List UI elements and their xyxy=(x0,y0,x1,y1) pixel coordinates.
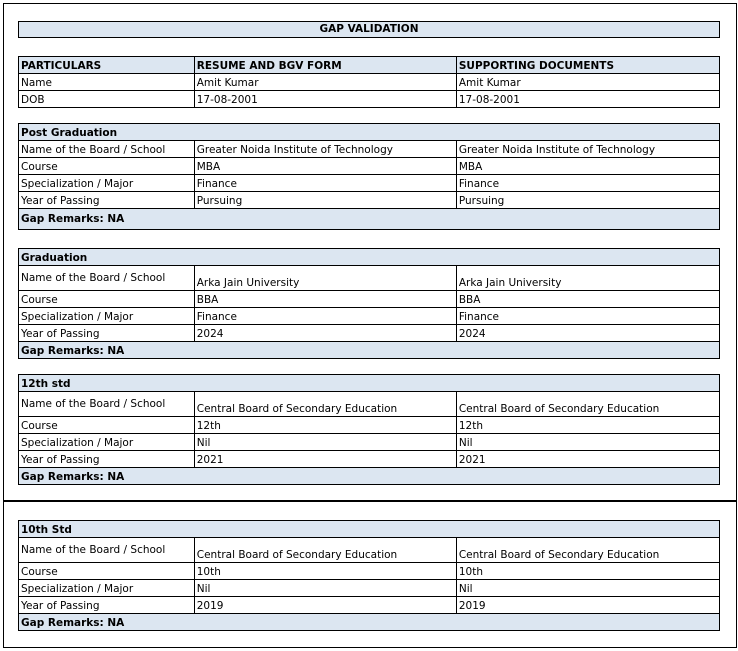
year-label: Year of Passing xyxy=(19,192,195,209)
dob-row xyxy=(19,91,720,108)
course-label: Course xyxy=(19,291,195,308)
personal-details-table xyxy=(18,56,720,108)
board-docs: Greater Noida Institute of Technology xyxy=(456,141,719,158)
board-label: Name of the Board / School xyxy=(19,141,195,158)
page-title: GAP VALIDATION xyxy=(18,21,720,38)
gap-remarks: Gap Remarks: NA xyxy=(19,468,720,485)
year-docs: 2024 xyxy=(456,325,719,342)
board-row xyxy=(19,266,720,291)
course-docs: 10th xyxy=(456,563,719,580)
dob-resume: 17-08-2001 xyxy=(194,91,456,108)
name-docs: Amit Kumar xyxy=(456,74,719,91)
board-label: Name of the Board / School xyxy=(19,266,195,291)
twelfth-std-table xyxy=(18,374,720,485)
graduation-table xyxy=(18,248,720,359)
major-label: Specialization / Major xyxy=(19,175,195,192)
board-resume: Central Board of Secondary Education xyxy=(194,392,456,417)
gap-remarks: Gap Remarks: NA xyxy=(19,614,720,631)
course-resume: 12th xyxy=(194,417,456,434)
board-docs: Central Board of Secondary Education xyxy=(456,538,719,563)
name-resume: Amit Kumar xyxy=(194,74,456,91)
major-resume: Finance xyxy=(194,175,456,192)
section-title: 12th std xyxy=(19,375,720,392)
name-label: Name xyxy=(19,74,195,91)
course-row xyxy=(19,417,720,434)
dob-docs: 17-08-2001 xyxy=(456,91,719,108)
major-resume: Finance xyxy=(194,308,456,325)
board-docs: Arka Jain University xyxy=(456,266,719,291)
board-label: Name of the Board / School xyxy=(19,538,195,563)
year-docs: 2019 xyxy=(456,597,719,614)
course-resume: MBA xyxy=(194,158,456,175)
major-label: Specialization / Major xyxy=(19,434,195,451)
section-title: Post Graduation xyxy=(19,124,720,141)
course-label: Course xyxy=(19,158,195,175)
major-resume: Nil xyxy=(194,580,456,597)
major-label: Specialization / Major xyxy=(19,580,195,597)
header-particulars: PARTICULARS xyxy=(19,57,195,74)
board-row xyxy=(19,538,720,563)
section-title: 10th Std xyxy=(19,521,720,538)
header-supporting: SUPPORTING DOCUMENTS xyxy=(456,57,719,74)
board-resume: Arka Jain University xyxy=(194,266,456,291)
major-row xyxy=(19,308,720,325)
year-docs: Pursuing xyxy=(456,192,719,209)
year-row xyxy=(19,192,720,209)
section-title: Graduation xyxy=(19,249,720,266)
dob-label: DOB xyxy=(19,91,195,108)
major-row xyxy=(19,434,720,451)
course-docs: BBA xyxy=(456,291,719,308)
board-label: Name of the Board / School xyxy=(19,392,195,417)
header-resume: RESUME AND BGV FORM xyxy=(194,57,456,74)
year-resume: 2019 xyxy=(194,597,456,614)
year-row xyxy=(19,325,720,342)
major-docs: Nil xyxy=(456,434,719,451)
major-docs: Nil xyxy=(456,580,719,597)
course-row xyxy=(19,291,720,308)
major-docs: Finance xyxy=(456,308,719,325)
course-row xyxy=(19,563,720,580)
major-docs: Finance xyxy=(456,175,719,192)
name-row xyxy=(19,74,720,91)
major-row xyxy=(19,580,720,597)
course-docs: MBA xyxy=(456,158,719,175)
course-row xyxy=(19,158,720,175)
board-row xyxy=(19,141,720,158)
year-label: Year of Passing xyxy=(19,597,195,614)
major-row xyxy=(19,175,720,192)
major-label: Specialization / Major xyxy=(19,308,195,325)
year-resume: Pursuing xyxy=(194,192,456,209)
gap-remarks: Gap Remarks: NA xyxy=(19,342,720,359)
tenth-std-table xyxy=(18,520,720,631)
year-row xyxy=(19,597,720,614)
year-docs: 2021 xyxy=(456,451,719,468)
gap-remarks: Gap Remarks: NA xyxy=(19,209,720,230)
major-resume: Nil xyxy=(194,434,456,451)
board-resume: Greater Noida Institute of Technology xyxy=(194,141,456,158)
year-resume: 2021 xyxy=(194,451,456,468)
year-label: Year of Passing xyxy=(19,325,195,342)
course-resume: BBA xyxy=(194,291,456,308)
board-docs: Central Board of Secondary Education xyxy=(456,392,719,417)
board-resume: Central Board of Secondary Education xyxy=(194,538,456,563)
course-docs: 12th xyxy=(456,417,719,434)
year-row xyxy=(19,451,720,468)
course-label: Course xyxy=(19,417,195,434)
year-resume: 2024 xyxy=(194,325,456,342)
board-row xyxy=(19,392,720,417)
post-graduation-table xyxy=(18,123,720,230)
course-resume: 10th xyxy=(194,563,456,580)
course-label: Course xyxy=(19,563,195,580)
year-label: Year of Passing xyxy=(19,451,195,468)
header-row xyxy=(19,57,720,74)
